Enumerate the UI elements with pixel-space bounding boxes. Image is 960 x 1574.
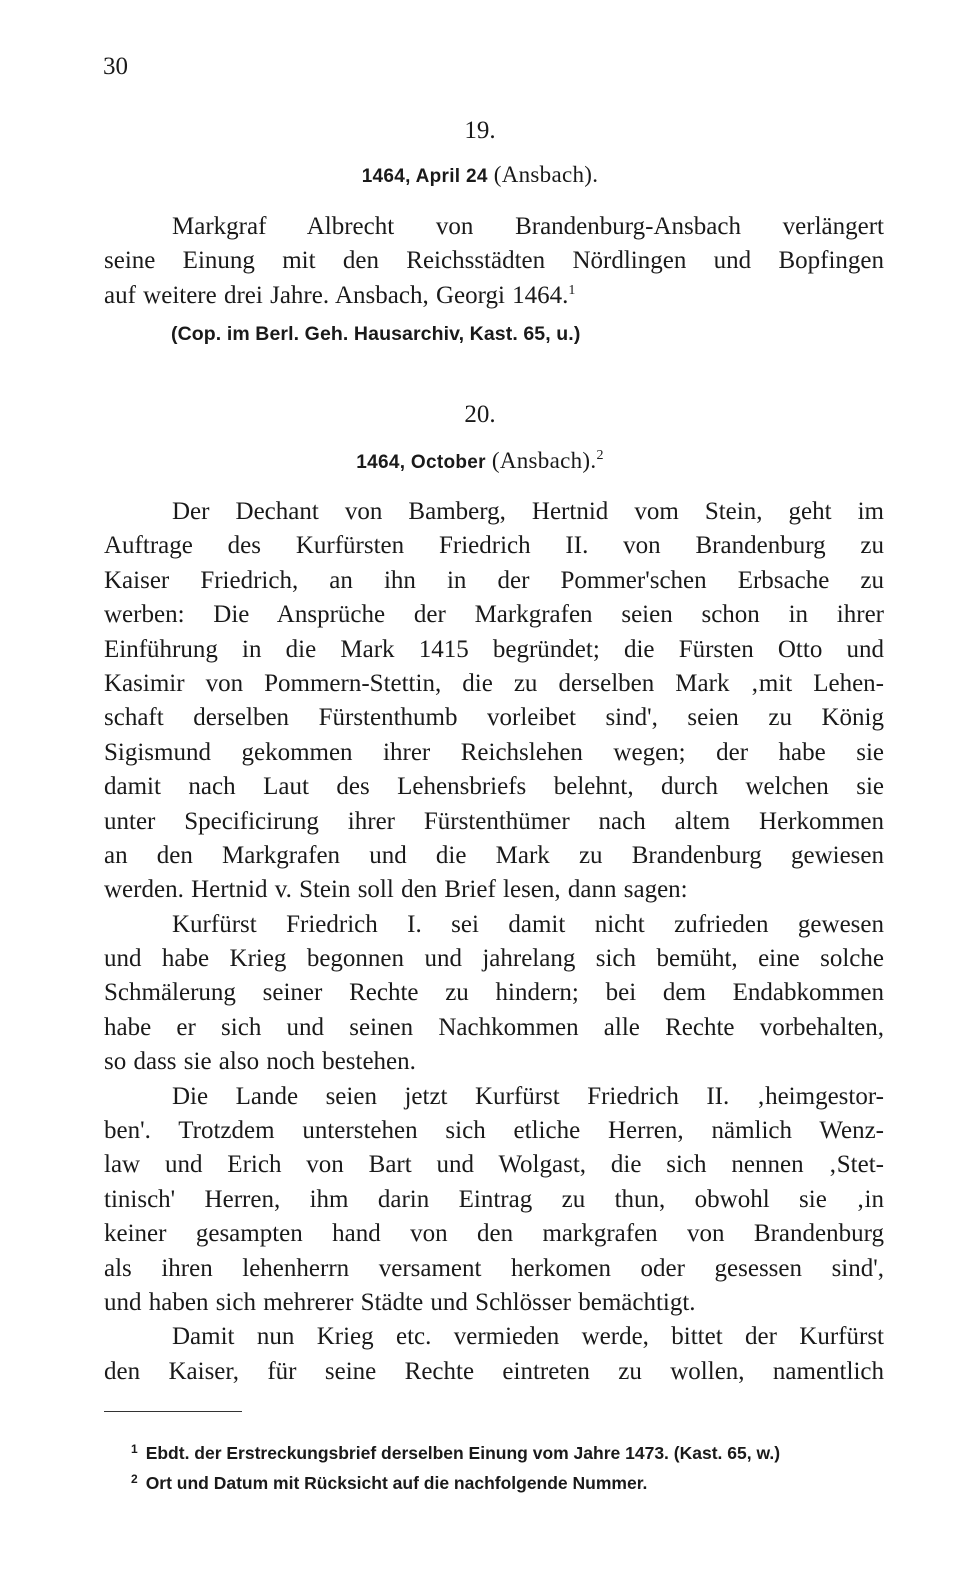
text-line: Markgraf Albrecht von Brandenburg-Ansbach verlängert [172, 213, 884, 240]
entry-place: (Ansbach). [485, 448, 597, 473]
entry-number: 19. [464, 117, 496, 144]
footnote [131, 1467, 891, 1495]
text-line: unter Specificirung ihrer Fürstenthümer nach altem Herkommen [104, 807, 884, 835]
text-line: damit nach Laut des Lehensbriefs belehnt, durch welchen sie [104, 773, 884, 801]
text-line: werben: Die Ansprüche der Markgrafen seien schon in ihrer [104, 601, 884, 629]
footnote-mark: 1 [131, 1442, 138, 1456]
text-line-content: auf weitere drei Jahre. Ansbach, Georgi 1464. [104, 281, 569, 309]
footnote-text: Ort und Datum mit Rücksicht auf die nachfolgende Nummer. [145, 1473, 648, 1493]
text-line: habe er sich und seinen Nachkommen alle Rechte vorbehalten, [104, 1013, 884, 1041]
text-line: Damit nun Krieg etc. vermieden werde, bittet der Kurfürst [172, 1323, 884, 1351]
text-line: Auftrage des Kurfürsten Friedrich II. von Brandenburg zu [104, 532, 884, 560]
entry-body [104, 495, 884, 1389]
entry-summary [104, 210, 884, 313]
entry-heading [0, 446, 960, 478]
text-line: ben'. Trotzdem unterstehen sich etliche Herren, nämlich Wenz- [104, 1117, 884, 1145]
footnote-text: Ebdt. der Erstreckungsbrief derselben Einung vom Jahre 1473. (Kast. 65, w.) [145, 1443, 781, 1463]
text-line: an den Markgrafen und die Mark zu Brandenburg gewiesen [104, 841, 884, 869]
entry-place: (Ansbach). [487, 162, 599, 187]
footnote-mark: 2 [131, 1472, 138, 1486]
text-line: Einführung in die Mark 1415 begründet; die Fürsten Otto und [104, 635, 884, 663]
text-line: werden. Hertnid v. Stein soll den Brief lesen, dann sagen: [104, 876, 688, 904]
text-line: als ihren lehenherrn versament herkomen oder gesessen sind', [104, 1254, 884, 1282]
footnote-reference: 1 [568, 282, 576, 298]
text-line: den Kaiser, für seine Rechte eintreten zu wollen, namentlich [104, 1357, 884, 1385]
footnote-divider [104, 1411, 242, 1412]
entry-date: 1464, October [356, 452, 486, 473]
text-line: seine Einung mit den Reichsstädten Nördlingen und Bopfingen [104, 247, 884, 275]
text-line: tinisch' Herren, ihm darin Eintrag zu thun, obwohl sie ‚in [104, 1185, 884, 1213]
text-line: keiner gesampten hand von den markgrafen von Brandenburg [104, 1220, 884, 1248]
footnote [131, 1437, 891, 1465]
entry-heading [0, 160, 960, 192]
text-line: Die Lande seien jetzt Kurfürst Friedrich II. ‚heimgestor- [172, 1082, 884, 1110]
text-line: Kurfürst Friedrich I. sei damit nicht zufrieden gewesen [172, 910, 884, 938]
text-line: so dass sie also noch bestehen. [104, 1048, 416, 1076]
archive-reference: (Cop. im Berl. Geh. Hausarchiv, Kast. 65, u.) [171, 323, 581, 345]
entry-date: 1464, April 24 [361, 166, 488, 187]
footnote-reference: 2 [596, 448, 604, 463]
text-line: law und Erich von Bart und Wolgast, die sich nennen ‚Stet- [104, 1151, 884, 1179]
text-line: Schmälerung seiner Rechte zu hindern; bei dem Endabkommen [104, 979, 884, 1007]
text-line: schaft derselben Fürstenthumb vorleibet sind', seien zu König [104, 704, 884, 732]
text-line: Der Dechant von Bamberg, Hertnid vom Stein, geht im [172, 498, 884, 525]
text-line: Sigismund gekommen ihrer Reichslehen wegen; der habe sie [104, 738, 884, 766]
text-line: und habe Krieg begonnen und jahrelang sich bemüht, eine solche [104, 945, 884, 973]
text-line: Kaiser Friedrich, an ihn in der Pommer'schen Erbsache zu [104, 566, 884, 594]
page-number: 30 [103, 53, 128, 80]
text-line [104, 279, 884, 313]
text-line: Kasimir von Pommern-Stettin, die zu derselben Mark ‚mit Lehen- [104, 669, 884, 697]
entry-number: 20. [464, 401, 496, 428]
text-line: und haben sich mehrerer Städte und Schlösser bemächtigt. [104, 1288, 696, 1316]
